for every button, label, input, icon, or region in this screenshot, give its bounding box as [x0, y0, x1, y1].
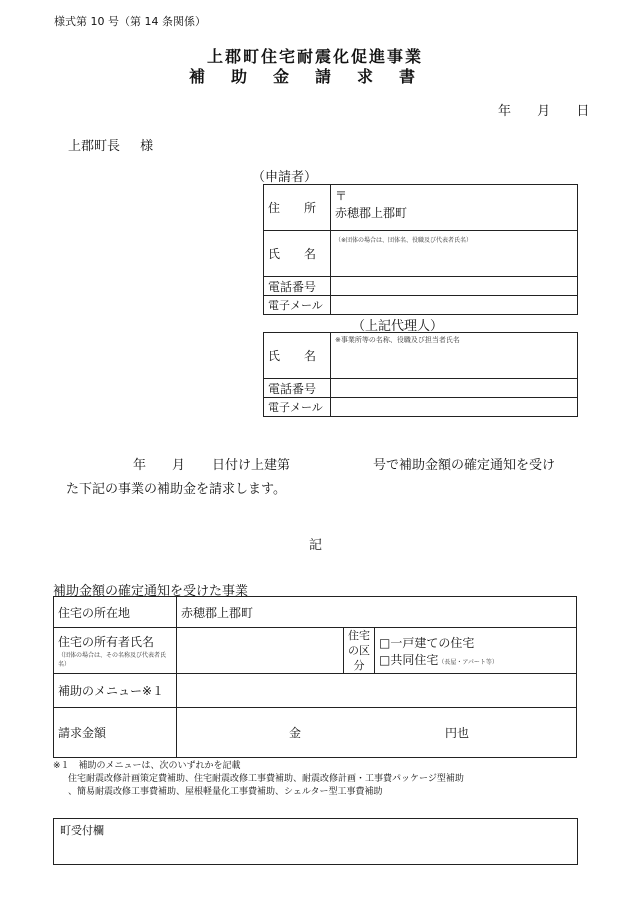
- location-field[interactable]: 赤穂郡上郡町: [177, 597, 577, 628]
- option-detached[interactable]: □一戸建ての住宅: [379, 635, 475, 650]
- body-number: 号で補助金額の確定通知を受け: [373, 458, 556, 473]
- address-value: 赤穂郡上郡町: [335, 206, 408, 220]
- reception-label: 町受付欄: [60, 824, 104, 837]
- footnote-line1: ※１ 補助のメニューは、次のいずれかを記載: [53, 761, 241, 771]
- section-heading: 補助金額の確定通知を受けた事業: [53, 584, 249, 599]
- address-label: 住 所: [264, 185, 331, 231]
- address-field[interactable]: [331, 185, 578, 231]
- footnote-line2: 住宅耐震改修計画策定費補助、住宅耐震改修工事費補助、耐震改修計画・工事費パッケージ型補助: [68, 774, 464, 784]
- date-month: 月: [537, 104, 551, 119]
- body-month: 月: [172, 458, 186, 473]
- house-type-label: 住宅の区分: [344, 628, 375, 674]
- body-line2: た下記の事業の補助金を請求します。: [66, 482, 286, 497]
- applicant-table: [263, 184, 578, 315]
- date-year: 年: [498, 104, 512, 119]
- owner-note: （団体の場合は、その名称及び代表者氏名）: [58, 652, 167, 668]
- footnote-line3: 、簡易耐震改修工事費補助、屋根軽量化工事費補助、シェルター型工事費補助: [68, 787, 383, 797]
- agent-name-field[interactable]: [331, 333, 578, 379]
- owner-label-cell: [54, 628, 177, 674]
- agent-name-label: 氏 名: [264, 333, 331, 379]
- postal-mark: 〒: [335, 189, 348, 203]
- name-field[interactable]: [331, 231, 578, 277]
- menu-label: 補助のメニュー※１: [54, 674, 177, 708]
- option-collective[interactable]: [379, 651, 572, 668]
- page-subtitle: 補助金請求書: [188, 67, 441, 86]
- agent-email-label: 電子メール: [264, 398, 331, 417]
- owner-label: 住宅の所有者氏名: [58, 635, 155, 649]
- page-title: 上郡町住宅耐震化促進事業: [206, 47, 423, 66]
- name-note: （※団体の場合は、団体名、役職及び代表者氏名）: [335, 237, 473, 244]
- menu-field[interactable]: [177, 674, 577, 708]
- phone-field[interactable]: [331, 277, 578, 296]
- email-label: 電子メール: [264, 296, 331, 315]
- house-type-options: [375, 628, 577, 674]
- agent-phone-field[interactable]: [331, 379, 578, 398]
- amount-label: 請求金額: [54, 708, 177, 758]
- body-day: 日付け上建第: [212, 458, 291, 473]
- amount-prefix: 金: [289, 726, 302, 740]
- amount-suffix: 円也: [445, 726, 470, 740]
- addressee-name: 上郡町長: [68, 139, 121, 154]
- agent-email-field[interactable]: [331, 398, 578, 417]
- agent-name-note: ※事業所等の名称、役職及び担当者氏名: [335, 336, 460, 344]
- body-year: 年: [133, 458, 147, 473]
- date-line: [498, 100, 589, 119]
- amount-field[interactable]: [177, 708, 577, 758]
- addressee: [68, 135, 153, 154]
- name-label: 氏 名: [264, 231, 331, 277]
- project-table: [53, 596, 577, 758]
- email-field[interactable]: [331, 296, 578, 315]
- owner-field[interactable]: [177, 628, 344, 674]
- date-day: 日: [576, 104, 590, 119]
- agent-heading: （上記代理人）: [352, 319, 444, 334]
- agent-phone-label: 電話番号: [264, 379, 331, 398]
- agent-table: [263, 332, 578, 417]
- addressee-honorific: 様: [140, 139, 154, 154]
- option-collective-label: □共同住宅: [379, 652, 439, 667]
- reception-box: [53, 818, 578, 865]
- applicant-heading: （申請者）: [252, 170, 318, 185]
- ki-mark: 記: [309, 538, 323, 553]
- form-number: 様式第 10 号（第 14 条関係）: [54, 15, 206, 28]
- location-label: 住宅の所在地: [54, 597, 177, 628]
- option-collective-note: （長屋・アパート等）: [438, 658, 498, 666]
- phone-label: 電話番号: [264, 277, 331, 296]
